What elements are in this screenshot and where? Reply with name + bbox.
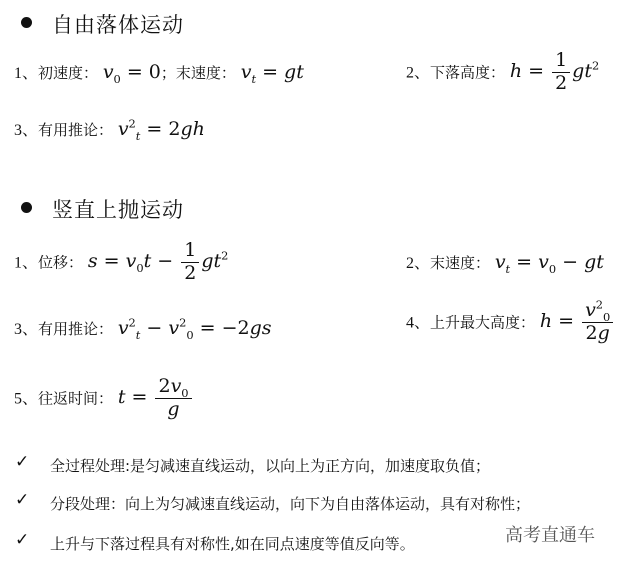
- vertical-throw-item-4: 4、上升最大高度： h = $\frac{v^2_0}{2g}$: [406, 300, 615, 345]
- section-bullet-icon: [21, 17, 32, 28]
- note-text: 全过程处理:是匀减速直线运动，以向上为正方向，加速度取负值；: [50, 457, 491, 475]
- vertical-throw-item-2: 2、末速度： $v_t = v_0$ − gt: [406, 251, 604, 276]
- derived-formula-throw: $v^2_t - v^2_0 = -2gs$: [117, 315, 272, 343]
- final-velocity-formula: $v_t$ = gt: [240, 61, 304, 86]
- section-title-free-fall: 自由落体运动: [52, 13, 184, 37]
- free-fall-item-3: 3、有用推论： $v^2_t = 2gh$: [14, 116, 205, 144]
- free-fall-item-2: 2、下落高度： h = $\frac{1}{2}$ $gt^2$: [406, 49, 600, 94]
- checkmark-icon: ✓: [15, 490, 30, 510]
- checkmark-icon: ✓: [15, 452, 30, 472]
- note-row: [15, 490, 29, 510]
- initial-velocity-formula: $v_0 = 0$: [102, 61, 161, 86]
- note-text: 上升与下落过程具有对称性,如在同点速度等值反向等。: [50, 535, 415, 553]
- round-trip-time-formula: t = $\frac{2v_0}{g}$: [118, 386, 194, 408]
- note-row: [15, 452, 29, 472]
- displacement-formula: $s = v_0t$ − $\frac{1}{2}$ $gt^2$: [87, 239, 229, 284]
- fall-height-formula: h = $\frac{1}{2}$ $gt^2$: [509, 49, 600, 94]
- final-velocity-throw-formula: $v_t = v_0$ − gt: [494, 251, 604, 276]
- max-height-formula: h = $\frac{v^2_0}{2g}$: [540, 310, 615, 332]
- watermark: 高考直通车: [505, 525, 595, 546]
- vertical-throw-item-5: 5、往返时间： t = $\frac{2v_0}{g}$: [14, 376, 194, 421]
- note-text: 分段处理：向上为匀减速直线运动，向下为自由落体运动，具有对称性；: [50, 495, 531, 513]
- vertical-throw-item-1: 1、位移： $s = v_0t$ − $\frac{1}{2}$ $gt^2$: [14, 239, 229, 284]
- note-row: [15, 530, 29, 550]
- section-bullet-icon: [21, 202, 32, 213]
- derived-formula-free-fall: $v^2_t = 2gh$: [117, 116, 205, 144]
- checkmark-icon: ✓: [15, 530, 30, 550]
- free-fall-item-1: 1、初速度： $v_0 = 0$；末速度： $v_t$ = gt: [14, 61, 304, 86]
- section-title-vertical-throw: 竖直上抛运动: [52, 198, 184, 222]
- vertical-throw-item-3: 3、有用推论： $v^2_t - v^2_0 = -2gs$: [14, 315, 272, 343]
